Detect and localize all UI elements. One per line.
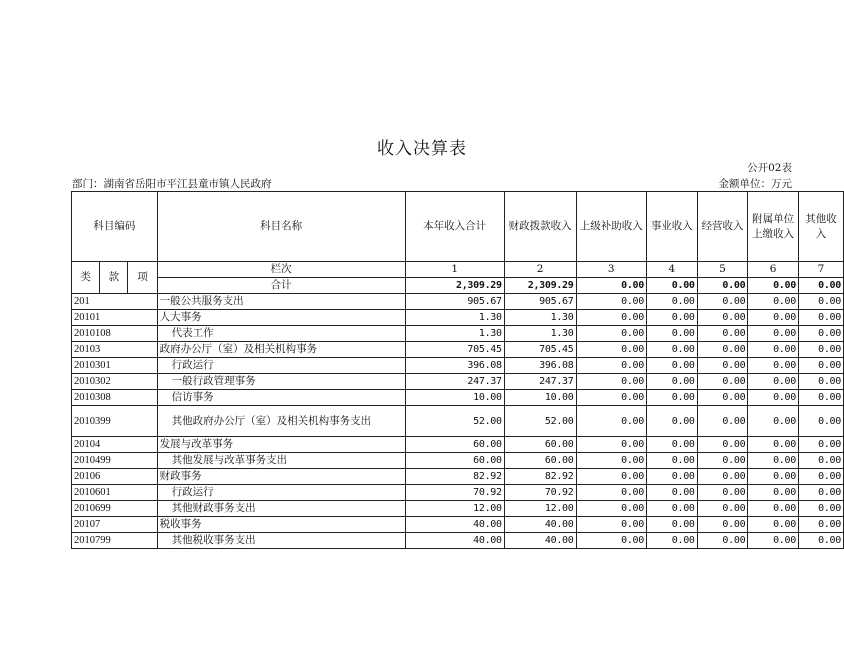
amount-cell: 0.00 [646, 342, 697, 358]
amount-cell: 60.00 [405, 437, 504, 453]
amount-cell: 0.00 [576, 437, 646, 453]
amount-cell: 0.00 [646, 390, 697, 406]
amount-cell: 0.00 [576, 406, 646, 437]
amount-cell: 0.00 [576, 533, 646, 549]
amount-cell: 0.00 [697, 310, 748, 326]
header-row [72, 192, 844, 262]
header-lanci: 栏次 [157, 262, 405, 278]
column-number: 1 [405, 262, 504, 278]
subject-name: 一般公共服务支出 [157, 294, 405, 310]
amount-cell: 0.00 [748, 358, 799, 374]
amount-cell: 0.00 [697, 437, 748, 453]
subject-name: 人大事务 [157, 310, 405, 326]
amount-cell: 905.67 [405, 294, 504, 310]
subject-code: 201 [72, 294, 158, 310]
table-row [72, 469, 844, 485]
amount-cell: 0.00 [748, 517, 799, 533]
table-row [72, 326, 844, 342]
amount-cell: 0.00 [798, 517, 843, 533]
amount-cell: 1.30 [504, 310, 576, 326]
subject-code: 2010301 [72, 358, 158, 374]
amount-cell: 0.00 [646, 358, 697, 374]
amount-cell: 1.30 [504, 326, 576, 342]
amount-cell: 0.00 [697, 469, 748, 485]
amount-cell: 0.00 [646, 310, 697, 326]
amount-cell: 0.00 [697, 501, 748, 517]
subject-name: 行政运行 [157, 358, 405, 374]
total-label: 合计 [157, 278, 405, 294]
form-number: 公开02表 [747, 162, 792, 174]
subject-name: 其他政府办公厅（室）及相关机构事务支出 [157, 406, 405, 437]
amount-cell: 70.92 [405, 485, 504, 501]
amount-cell: 0.00 [748, 469, 799, 485]
amount-cell: 60.00 [504, 453, 576, 469]
table-row [72, 533, 844, 549]
amount-cell: 0.00 [798, 374, 843, 390]
amount-cell: 0.00 [576, 294, 646, 310]
amount-cell: 0.00 [748, 390, 799, 406]
amount-cell: 0.00 [646, 453, 697, 469]
total-row [72, 278, 844, 294]
amount-cell: 0.00 [576, 501, 646, 517]
subject-code: 20103 [72, 342, 158, 358]
amount-cell: 0.00 [798, 406, 843, 437]
table-row [72, 501, 844, 517]
amount-cell: 396.08 [504, 358, 576, 374]
amount-cell: 70.92 [504, 485, 576, 501]
subject-code: 2010499 [72, 453, 158, 469]
amount-cell: 40.00 [504, 533, 576, 549]
amount-cell: 0.00 [748, 326, 799, 342]
header-operating: 经营收入 [697, 192, 748, 262]
amount-cell: 0.00 [748, 501, 799, 517]
amount-cell: 0.00 [576, 374, 646, 390]
total-value: 0.00 [798, 278, 843, 294]
amount-cell: 40.00 [405, 533, 504, 549]
amount-cell: 0.00 [748, 437, 799, 453]
subject-name: 其他发展与改革事务支出 [157, 453, 405, 469]
department-label: 部门：湖南省岳阳市平江县童市镇人民政府 [72, 178, 272, 190]
column-number: 6 [748, 262, 799, 278]
header-lei: 类 [72, 262, 100, 294]
total-value: 0.00 [646, 278, 697, 294]
column-number: 4 [646, 262, 697, 278]
table-row [72, 437, 844, 453]
subject-code: 20107 [72, 517, 158, 533]
subject-name: 代表工作 [157, 326, 405, 342]
amount-cell: 905.67 [504, 294, 576, 310]
amount-cell: 10.00 [504, 390, 576, 406]
amount-cell: 0.00 [576, 469, 646, 485]
amount-cell: 0.00 [646, 326, 697, 342]
amount-cell: 0.00 [646, 469, 697, 485]
amount-cell: 10.00 [405, 390, 504, 406]
amount-cell: 0.00 [697, 358, 748, 374]
amount-cell: 0.00 [798, 294, 843, 310]
subject-name: 政府办公厅（室）及相关机构事务 [157, 342, 405, 358]
table-row [72, 342, 844, 358]
header-xiang: 项 [128, 262, 157, 294]
amount-cell: 0.00 [697, 342, 748, 358]
amount-cell: 0.00 [748, 342, 799, 358]
total-value: 0.00 [748, 278, 799, 294]
header-total: 本年收入合计 [405, 192, 504, 262]
amount-cell: 0.00 [748, 294, 799, 310]
subject-name: 行政运行 [157, 485, 405, 501]
amount-cell: 0.00 [576, 310, 646, 326]
total-value: 2,309.29 [405, 278, 504, 294]
amount-cell: 0.00 [576, 517, 646, 533]
amount-cell: 60.00 [405, 453, 504, 469]
amount-cell: 0.00 [748, 453, 799, 469]
amount-cell: 52.00 [504, 406, 576, 437]
total-value: 0.00 [697, 278, 748, 294]
amount-cell: 0.00 [697, 390, 748, 406]
table-row [72, 406, 844, 437]
header-business: 事业收入 [646, 192, 697, 262]
header-code: 科目编码 [72, 192, 158, 262]
income-report-table [71, 191, 844, 549]
amount-cell: 0.00 [646, 406, 697, 437]
amount-cell: 0.00 [798, 453, 843, 469]
subject-name: 其他财政事务支出 [157, 501, 405, 517]
amount-cell: 40.00 [504, 517, 576, 533]
amount-cell: 82.92 [405, 469, 504, 485]
amount-cell: 0.00 [646, 533, 697, 549]
amount-cell: 0.00 [697, 517, 748, 533]
amount-cell: 0.00 [576, 342, 646, 358]
total-value: 0.00 [576, 278, 646, 294]
table-row [72, 485, 844, 501]
amount-cell: 40.00 [405, 517, 504, 533]
amount-cell: 0.00 [748, 533, 799, 549]
amount-cell: 705.45 [405, 342, 504, 358]
amount-cell: 0.00 [798, 390, 843, 406]
amount-cell: 0.00 [798, 501, 843, 517]
table-row [72, 310, 844, 326]
column-number: 3 [576, 262, 646, 278]
amount-cell: 0.00 [646, 437, 697, 453]
amount-cell: 0.00 [576, 326, 646, 342]
amount-cell: 0.00 [697, 326, 748, 342]
subject-code: 2010108 [72, 326, 158, 342]
subject-code: 2010601 [72, 485, 158, 501]
amount-cell: 0.00 [576, 485, 646, 501]
amount-cell: 12.00 [504, 501, 576, 517]
report-title: 收入决算表 [377, 139, 467, 159]
amount-cell: 0.00 [646, 374, 697, 390]
amount-cell: 0.00 [697, 374, 748, 390]
amount-cell: 0.00 [798, 326, 843, 342]
header-other: 其他收入 [798, 192, 843, 262]
header-affiliated: 附属单位上缴收入 [748, 192, 799, 262]
amount-cell: 0.00 [697, 533, 748, 549]
amount-cell: 0.00 [646, 517, 697, 533]
column-number-row [72, 262, 844, 278]
table-row [72, 453, 844, 469]
amount-cell: 396.08 [405, 358, 504, 374]
table-row [72, 374, 844, 390]
table-row [72, 517, 844, 533]
amount-cell: 0.00 [697, 485, 748, 501]
amount-cell: 52.00 [405, 406, 504, 437]
amount-cell: 0.00 [576, 390, 646, 406]
subject-name: 财政事务 [157, 469, 405, 485]
amount-cell: 0.00 [798, 469, 843, 485]
header-fiscal: 财政拨款收入 [504, 192, 576, 262]
amount-cell: 0.00 [748, 406, 799, 437]
amount-cell: 0.00 [697, 453, 748, 469]
amount-cell: 0.00 [748, 485, 799, 501]
column-number: 5 [697, 262, 748, 278]
amount-cell: 705.45 [504, 342, 576, 358]
amount-cell: 0.00 [646, 485, 697, 501]
amount-cell: 0.00 [646, 294, 697, 310]
subject-name: 一般行政管理事务 [157, 374, 405, 390]
subject-code: 2010308 [72, 390, 158, 406]
header-name: 科目名称 [157, 192, 405, 262]
subject-code: 2010302 [72, 374, 158, 390]
header-superior: 上级补助收入 [576, 192, 646, 262]
amount-cell: 1.30 [405, 310, 504, 326]
amount-cell: 0.00 [798, 342, 843, 358]
subject-name: 其他税收事务支出 [157, 533, 405, 549]
table-row [72, 390, 844, 406]
amount-cell: 0.00 [798, 485, 843, 501]
amount-cell: 0.00 [798, 358, 843, 374]
amount-cell: 0.00 [576, 453, 646, 469]
subject-code: 20106 [72, 469, 158, 485]
subject-code: 20104 [72, 437, 158, 453]
amount-cell: 0.00 [697, 406, 748, 437]
subject-code: 2010399 [72, 406, 158, 437]
amount-cell: 0.00 [798, 437, 843, 453]
total-value: 2,309.29 [504, 278, 576, 294]
amount-cell: 0.00 [798, 310, 843, 326]
amount-cell: 0.00 [576, 358, 646, 374]
subject-code: 2010699 [72, 501, 158, 517]
amount-cell: 247.37 [504, 374, 576, 390]
amount-cell: 0.00 [697, 294, 748, 310]
amount-cell: 0.00 [646, 501, 697, 517]
subject-name: 发展与改革事务 [157, 437, 405, 453]
table-row [72, 294, 844, 310]
amount-cell: 0.00 [748, 310, 799, 326]
amount-cell: 60.00 [504, 437, 576, 453]
amount-cell: 0.00 [748, 374, 799, 390]
amount-unit-label: 金额单位：万元 [718, 178, 792, 190]
subject-name: 信访事务 [157, 390, 405, 406]
header-kuan: 款 [100, 262, 128, 294]
table-row [72, 358, 844, 374]
amount-cell: 82.92 [504, 469, 576, 485]
subject-name: 税收事务 [157, 517, 405, 533]
column-number: 7 [798, 262, 843, 278]
amount-cell: 0.00 [798, 533, 843, 549]
subject-code: 20101 [72, 310, 158, 326]
column-number: 2 [504, 262, 576, 278]
amount-cell: 1.30 [405, 326, 504, 342]
amount-cell: 247.37 [405, 374, 504, 390]
amount-cell: 12.00 [405, 501, 504, 517]
subject-code: 2010799 [72, 533, 158, 549]
